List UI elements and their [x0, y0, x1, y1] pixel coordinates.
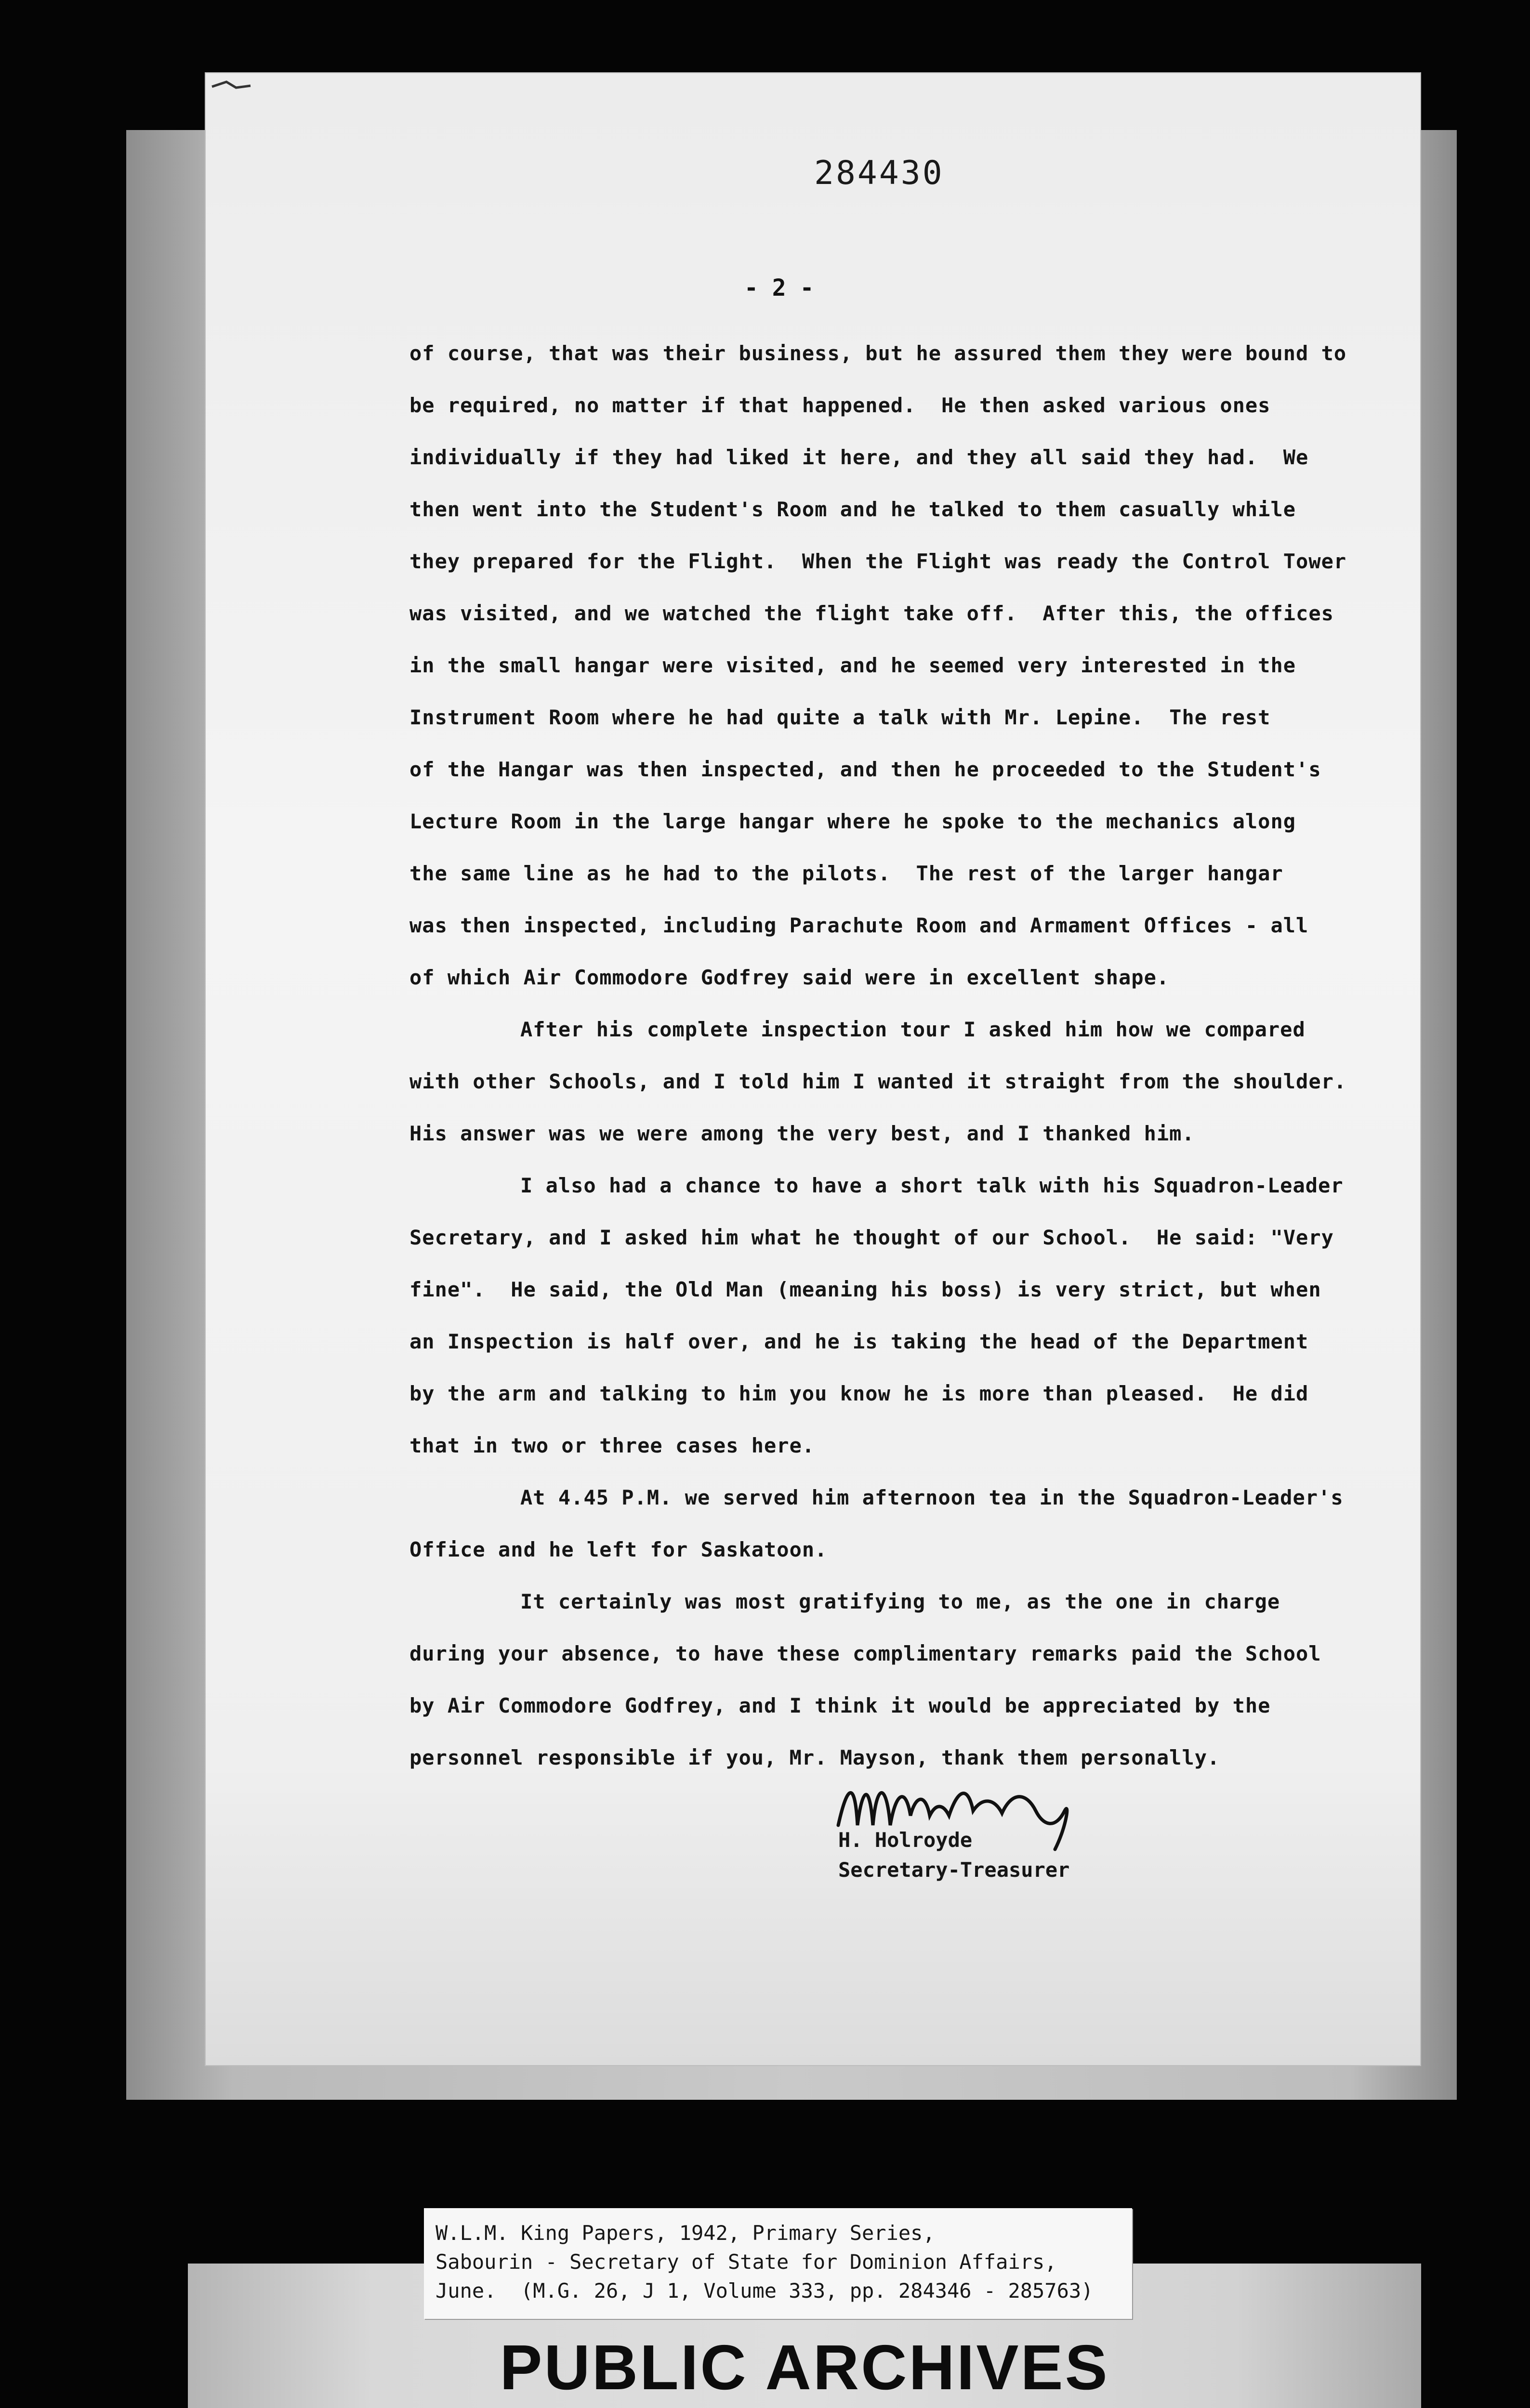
page-number: - 2 - — [744, 275, 814, 301]
body-line: was visited, and we watched the flight take off. After this, the offices — [409, 602, 1334, 625]
body-line: by the arm and talking to him you know he is more than pleased. He did — [409, 1382, 1309, 1405]
body-line: then went into the Student's Room and he talked to them casually while — [409, 497, 1296, 521]
body-line: It certainly was most gratifying to me, as the one in charge — [520, 1590, 1280, 1613]
body-line: Office and he left for Saskatoon. — [409, 1538, 828, 1561]
body-line: with other Schools, and I told him I wanted it straight from the shoulder. — [409, 1070, 1347, 1093]
citation-label — [424, 2208, 1132, 2319]
citation-line-3: June. (M.G. 26, J 1, Volume 333, pp. 284346 - 285763) — [435, 2279, 1094, 2303]
body-line: individually if they had liked it here, and they all said they had. We — [409, 445, 1309, 469]
body-line: by Air Commodore Godfrey, and I think it would be appreciated by the — [409, 1694, 1271, 1717]
signer-title: Secretary-Treasurer — [838, 1858, 1070, 1882]
signature-block — [838, 1825, 1069, 1885]
body-line: the same line as he had to the pilots. The rest of the larger hangar — [409, 862, 1283, 885]
body-line: of the Hangar was then inspected, and then he proceeded to the Student's — [409, 758, 1321, 781]
staple-mark — [207, 77, 265, 96]
body-line: fine". He said, the Old Man (meaning his boss) is very strict, but when — [409, 1278, 1321, 1301]
body-line: At 4.45 P.M. we served him afternoon tea in the Squadron-Leader's — [520, 1486, 1344, 1509]
body-line: was then inspected, including Parachute Room and Armament Offices - all — [409, 914, 1309, 937]
body-line: I also had a chance to have a short talk with his Squadron-Leader — [520, 1174, 1344, 1197]
archive-title-en: PUBLIC ARCHIVES — [500, 2332, 1109, 2403]
body-line: be required, no matter if that happened. He then asked various ones — [409, 393, 1271, 417]
body-line: personnel responsible if you, Mr. Mayson, thank them personally. — [409, 1746, 1220, 1769]
document-number: 284430 — [814, 154, 944, 192]
citation-line-1: W.L.M. King Papers, 1942, Primary Series, — [435, 2221, 935, 2245]
body-line: during your absence, to have these complimentary remarks paid the School — [409, 1642, 1321, 1665]
body-line: Lecture Room in the large hangar where he spoke to the mechanics along — [409, 810, 1296, 833]
letter-body — [409, 327, 1347, 1784]
signer-name: H. Holroyde — [838, 1828, 973, 1852]
body-line: Instrument Room where he had quite a talk with Mr. Lepine. The rest — [409, 706, 1271, 729]
body-line: After his complete inspection tour I asked him how we compared — [520, 1018, 1306, 1041]
body-line: an Inspection is half over, and he is taking the head of the Department — [409, 1330, 1309, 1353]
body-line: His answer was we were among the very best, and I thanked him. — [409, 1122, 1195, 1145]
citation-line-2: Sabourin - Secretary of State for Dominion Affairs, — [435, 2250, 1057, 2274]
body-line: Secretary, and I asked him what he thought of our School. He said: "Very — [409, 1226, 1334, 1249]
body-line: in the small hangar were visited, and he seemed very interested in the — [409, 654, 1296, 677]
body-line: that in two or three cases here. — [409, 1434, 815, 1457]
body-line: they prepared for the Flight. When the Flight was ready the Control Tower — [409, 550, 1347, 573]
body-line: of course, that was their business, but he assured them they were bound to — [409, 341, 1347, 365]
body-line: of which Air Commodore Godfrey said were in excellent shape. — [409, 966, 1170, 989]
